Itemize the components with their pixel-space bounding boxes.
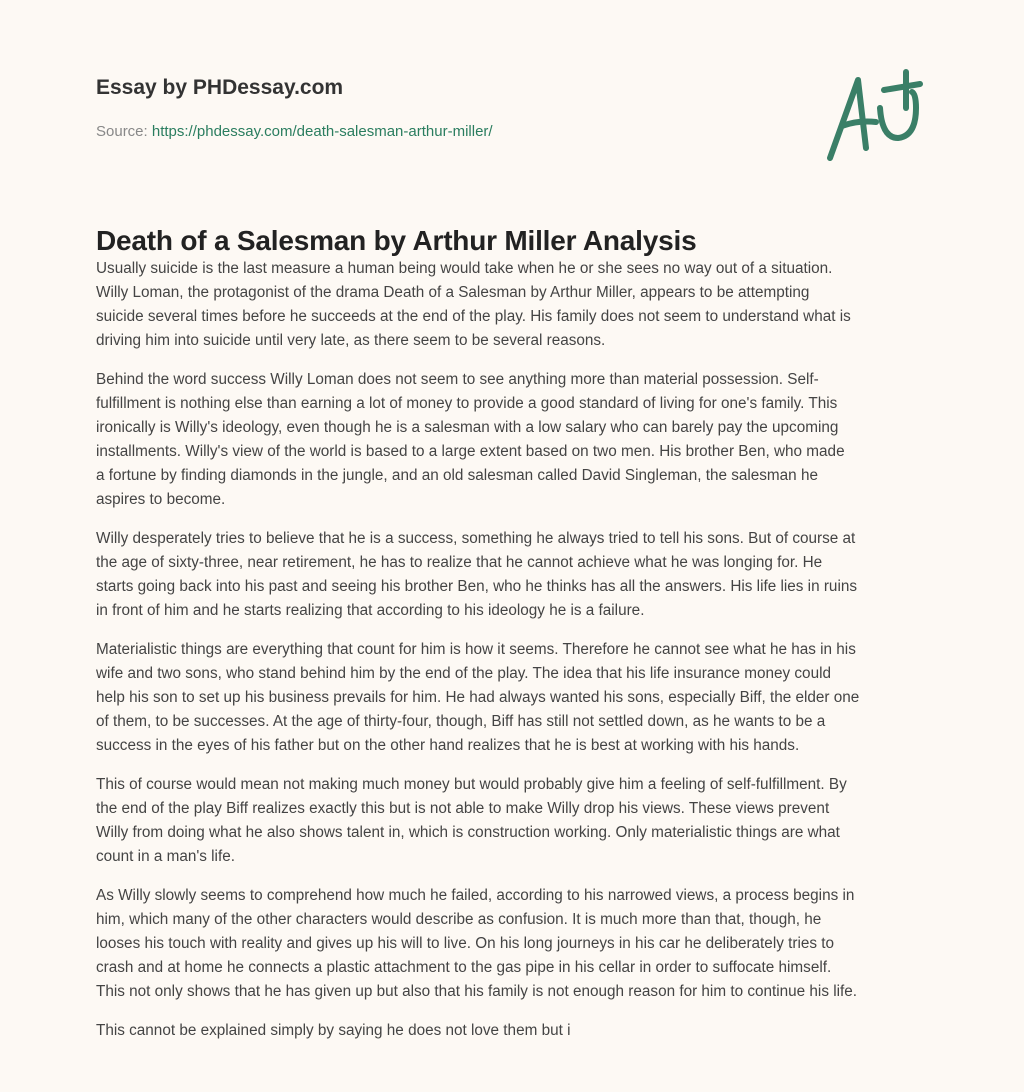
paragraph-line: suicide several times before he succeeds at the end of the play. His family does not seem to understand what is: [96, 308, 851, 325]
paragraph-line: success in the eyes of his father but on the other hand realizes that he is best at working with his hands.: [96, 737, 800, 754]
paragraph-line: looses his touch with reality and gives up his will to live. On his long journeys in his car he deliberately tries to: [96, 935, 835, 952]
source-line: [96, 123, 493, 140]
paragraph-line: count in a man's life.: [96, 848, 235, 865]
paragraph-line: Willy from doing what he also shows talent in, which is construction working. Only materialistic things are what: [96, 824, 840, 841]
article-paragraph: [96, 638, 936, 758]
article-paragraph: [96, 884, 936, 1004]
paragraph-line: Materialistic things are everything that count for him is how it seems. Therefore he cannot see what he has in his: [96, 641, 856, 658]
paragraph-line: As Willy slowly seems to comprehend how much he failed, according to his narrowed views, a process begins in: [96, 887, 855, 904]
paragraph-line: in front of him and he starts realizing that according to his ideology he is a failure.: [96, 602, 645, 619]
paragraph-line: This not only shows that he has given up but also that his family is not enough reason for him to continue his life.: [96, 983, 858, 1000]
paragraph-line: This cannot be explained simply by saying he does not love them but i: [96, 1022, 571, 1039]
paragraph-line: installments. Willy's view of the world is based to a large extent based on two men. His brother Ben, who made: [96, 443, 845, 460]
source-link[interactable]: https://phdessay.com/death-salesman-arthur-miller/: [151, 123, 493, 140]
paragraph-line: starts going back into his past and seeing his brother Ben, who he thinks has all the answers. His life lies in ruins: [96, 578, 857, 595]
paragraph-line: fulfillment is nothing else than earning a lot of money to provide a good standard of living for one's family. This: [96, 395, 838, 412]
article-paragraph: [96, 773, 936, 869]
paragraph-line: Willy desperately tries to believe that he is a success, something he always tried to tell his sons. But of course at: [96, 530, 856, 547]
paragraph-line: wife and two sons, who stand behind him by the end of the play. The idea that his life insurance money could: [96, 665, 831, 682]
paragraph-line: the end of the play Biff realizes exactly this but is not able to make Willy drop his views. These views prevent: [96, 800, 830, 817]
paragraph-line: aspires to become.: [96, 491, 226, 508]
paragraph-line: driving him into suicide until very late, as there seem to be several reasons.: [96, 332, 606, 349]
article-paragraph: [96, 257, 936, 353]
paragraph-line: of them, to be successes. At the age of thirty-four, though, Biff has still not settled down, as he wants to be a: [96, 713, 826, 730]
paragraph-line: This of course would mean not making much money but would probably give him a feeling of self-fulfillment. By: [96, 776, 847, 793]
a-plus-logo-icon: [820, 68, 930, 164]
paragraph-line: him, which many of the other characters would describe as confusion. It is much more than that, though, he: [96, 911, 822, 928]
paragraph-line: Usually suicide is the last measure a human being would take when he or she sees no way out of a situation.: [96, 260, 833, 277]
paragraph-line: the age of sixty-three, near retirement, he has to realize that he cannot achieve what he was longing for. He: [96, 554, 823, 571]
article-paragraph: [96, 527, 936, 623]
article-title: Death of a Salesman by Arthur Miller Analysis: [96, 225, 697, 256]
article-paragraph: [96, 368, 936, 512]
article-body: [96, 257, 936, 1058]
article-paragraph: [96, 1019, 936, 1043]
site-title: Essay by PHDessay.com: [96, 76, 344, 99]
paragraph-line: crash and at home he connects a plastic attachment to the gas pipe in his cellar in order to suffocate himself.: [96, 959, 832, 976]
paragraph-line: Willy Loman, the protagonist of the drama Death of a Salesman by Arthur Miller, appears to be attempting: [96, 284, 810, 301]
paragraph-line: ironically is Willy's ideology, even though he is a salesman with a low salary who can barely pay the upcoming: [96, 419, 839, 436]
paragraph-line: a fortune by finding diamonds in the jungle, and an old salesman called David Singleman, the salesman he: [96, 467, 818, 484]
paragraph-line: Behind the word success Willy Loman does not seem to see anything more than material possession. Self-: [96, 371, 819, 388]
paragraph-line: help his son to set up his business prevails for him. He had always wanted his sons, especially Biff, the elder one: [96, 689, 860, 706]
source-label: Source:: [96, 123, 148, 140]
